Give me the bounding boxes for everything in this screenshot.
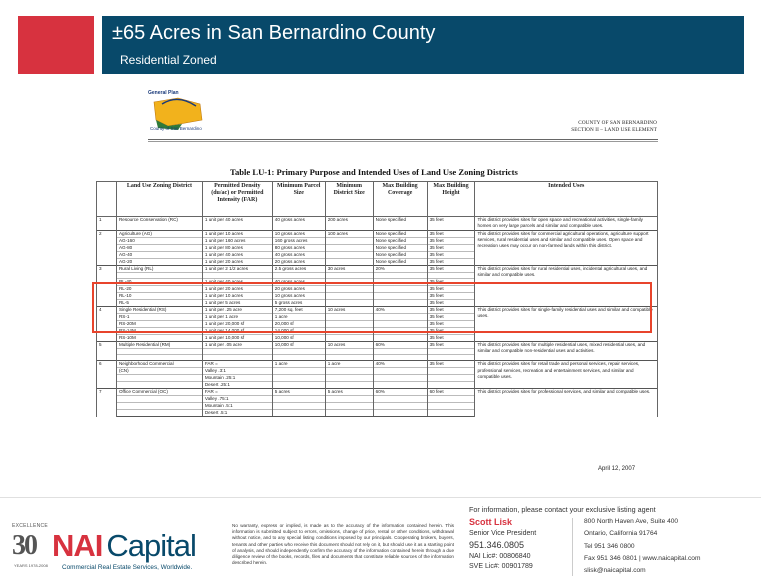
table-cell (116, 403, 202, 410)
table-row (97, 341, 658, 348)
table-cell: 10,000 sf (272, 334, 325, 341)
intended-uses-cell: This district provides sites for open space and recreational activities, single-family homes on very large parcels and similar and compatible uses. (475, 217, 658, 231)
table-cell (272, 375, 325, 382)
table-cell: 10 gross acres (272, 230, 325, 237)
table-cell: 1 unit per 40 acres (202, 278, 272, 285)
section-name: SECTION II – LAND USE ELEMENT (571, 127, 657, 133)
logo-top-text: General Plan (148, 90, 179, 96)
agent-title: Senior Vice President (469, 530, 537, 537)
table-cell: 14,000 sf (272, 327, 325, 334)
capital-text: Capital (106, 528, 196, 563)
table-cell: 1 unit per 1 acre (202, 313, 272, 320)
table-cell: 30 acres (325, 265, 373, 272)
office-tel: Tel 951 346 0800 (584, 543, 635, 550)
table-cell: None specified (373, 258, 427, 265)
table-cell: 1 unit per 80 acres (202, 244, 272, 251)
table-cell: 200 acres (325, 217, 373, 231)
table-cell: 10 acres (325, 341, 373, 348)
table-cell: 1 unit per 20 acres (202, 285, 272, 292)
office-city: Ontario, California 91764 (584, 530, 658, 537)
district-number: 6 (97, 361, 117, 389)
intended-uses-cell: This district provides sites for commercial agricultural operations, agriculture support services, rural residential uses and similar and compatible uses. Open space and recreation uses may occur on non-farmed lands within this district. (475, 230, 658, 265)
table-cell: Mountain .25:1 (202, 375, 272, 382)
header-cell: Minimum Parcel Size (272, 182, 325, 217)
table-cell (325, 368, 373, 375)
table-cell: 2.5 gross acres (272, 265, 325, 272)
header-cell (97, 182, 117, 217)
table-cell (325, 237, 373, 244)
agent-sve-license: SVE Lic#: 00901789 (469, 563, 533, 570)
table-cell: 20% (373, 265, 427, 272)
table-cell: 40 gross acres (272, 278, 325, 285)
table-cell (325, 334, 373, 341)
table-cell (373, 410, 427, 417)
years-label: YEARS 1978-2008 (14, 563, 48, 568)
table-cell: 35 feet (427, 320, 475, 327)
table-row (97, 230, 658, 237)
table-cell: Desert .5:1 (202, 410, 272, 417)
table-cell (272, 382, 325, 389)
table-cell (373, 382, 427, 389)
contact-intro: For information, please contact your exclusive listing agent (469, 505, 656, 514)
table-cell: 35 feet (427, 217, 475, 231)
table-cell: 1 unit per .25 acre (202, 306, 272, 313)
table-cell: 5 acres (325, 389, 373, 396)
table-cell: 60 feet (427, 389, 475, 396)
table-cell: 1 acre (325, 361, 373, 368)
table-cell (116, 410, 202, 417)
nai-text: NAI (52, 528, 103, 563)
table-cell: 1 unit per 160 acres (202, 237, 272, 244)
table-cell: 35 feet (427, 285, 475, 292)
nai-capital-logo (52, 528, 196, 564)
table-cell: FAR = (202, 389, 272, 396)
table-cell: 160 gross acres (272, 237, 325, 244)
table-cell: 35 feet (427, 237, 475, 244)
agent-phone: 951.346.0805 (469, 540, 525, 550)
intended-uses-cell: This district provides sites for single-family residential uses and similar and compatible uses. (475, 306, 658, 341)
table-row (97, 361, 658, 368)
table-cell: 1 unit per 5 acres (202, 299, 272, 306)
table-title: Table LU-1: Primary Purpose and Intended Uses of Land Use Zoning Districts (230, 167, 518, 177)
table-cell: 20 gross acres (272, 285, 325, 292)
intended-uses-cell: This district provides sites for retail trade and personal services, repair services, professional services, recreation and entertainment services, and similar and compatible uses. (475, 361, 658, 389)
table-cell: 1 unit per 10 acres (202, 292, 272, 299)
table-cell: 35 feet (427, 299, 475, 306)
table-cell: RL-10 (116, 292, 202, 299)
table-cell: 10 acres (325, 306, 373, 313)
table-cell: 20 gross acres (272, 258, 325, 265)
title-banner (102, 16, 744, 74)
table-cell: FAR = (202, 361, 272, 368)
table-cell: Agriculture (AG) (116, 230, 202, 237)
table-cell: 35 feet (427, 292, 475, 299)
table-cell: 35 feet (427, 361, 475, 368)
table-cell: 10 gross acres (272, 292, 325, 299)
table-cell: 100 acres (325, 230, 373, 237)
page-subtitle: Residential Zoned (120, 53, 217, 67)
header-cell: Intended Uses (475, 182, 658, 217)
table-cell: (CN) (116, 368, 202, 375)
table-cell: 35 feet (427, 278, 475, 285)
table-cell (427, 403, 475, 410)
table-cell: RS-1 (116, 313, 202, 320)
district-number: 5 (97, 341, 117, 361)
header-cell: Permitted Density (du/ac) or Permitted Intensity (FAR) (202, 182, 272, 217)
table-row (97, 389, 658, 396)
table-cell: None specified (373, 230, 427, 237)
table-cell: 80 gross acres (272, 244, 325, 251)
table-cell: AG-80 (116, 244, 202, 251)
district-number: 1 (97, 217, 117, 231)
red-accent-block (18, 16, 94, 74)
table-cell: 60% (373, 389, 427, 396)
district-number: 4 (97, 306, 117, 341)
header-rule-secondary (148, 141, 658, 142)
table-cell: RL-40 (116, 278, 202, 285)
header-cell: Max Building Coverage (373, 182, 427, 217)
table-cell: Multiple Residential (RM) (116, 341, 202, 348)
logo-bottom-text: County of San Bernardino (150, 126, 202, 131)
table-cell: 5 gross acres (272, 299, 325, 306)
table-cell: 1 unit per 10 acres (202, 230, 272, 237)
table-cell (373, 403, 427, 410)
excellence-label: EXCELLENCE (12, 523, 49, 529)
table-cell: 1 unit per 2 1/2 acres (202, 265, 272, 272)
county-section-heading (571, 120, 657, 134)
table-cell (427, 410, 475, 417)
table-cell: 1 unit per 40 acres (202, 251, 272, 258)
district-number: 3 (97, 265, 117, 306)
table-cell: RS-10M (116, 334, 202, 341)
document-date: April 12, 2007 (598, 466, 636, 472)
table-cell: 1 unit per 10,000 sf (202, 334, 272, 341)
table-cell: RS-14M (116, 327, 202, 334)
table-cell: Single Residential (RS) (116, 306, 202, 313)
table-cell (272, 396, 325, 403)
agent-name: Scott Lisk (469, 517, 513, 527)
table-cell: 1 acre (272, 313, 325, 320)
table-cell: None specified (373, 237, 427, 244)
table-cell (373, 334, 427, 341)
table-cell (373, 375, 427, 382)
agent-email: slisk@naicapital.com (584, 567, 646, 574)
table-cell: RS-20M (116, 320, 202, 327)
table-header-row (97, 182, 658, 217)
table-cell: 60% (373, 341, 427, 348)
table-cell (325, 382, 373, 389)
table-cell (427, 396, 475, 403)
table-cell: 35 feet (427, 341, 475, 348)
general-plan-logo (148, 90, 208, 134)
table-cell: 7,200 sq. feet (272, 306, 325, 313)
table-cell: 40% (373, 306, 427, 313)
table-cell (325, 396, 373, 403)
office-address: 800 North Haven Ave, Suite 400 (584, 518, 679, 525)
table-cell (427, 368, 475, 375)
table-cell: None specified (373, 244, 427, 251)
header-cell: Max Building Height (427, 182, 475, 217)
table-cell: 35 feet (427, 306, 475, 313)
table-cell: 35 feet (427, 244, 475, 251)
table-row (97, 265, 658, 272)
agent-nai-license: NAI Lic#: 00806840 (469, 553, 531, 560)
table-cell: 35 feet (427, 230, 475, 237)
table-cell: 1 unit per 20,000 sf (202, 320, 272, 327)
table-cell: Rural Living (RL) (116, 265, 202, 272)
table-cell: 1 unit per 20 acres (202, 258, 272, 265)
table-cell (325, 403, 373, 410)
nai-tagline: Commercial Real Estate Services, Worldwide. (62, 564, 193, 571)
table-cell: 35 feet (427, 313, 475, 320)
table-cell: 5 acres (272, 389, 325, 396)
table-cell: 20,000 sf (272, 320, 325, 327)
anniversary-30-logo: 30 (12, 530, 36, 561)
table-cell: None specified (373, 251, 427, 258)
table-cell: 35 feet (427, 327, 475, 334)
table-cell: Desert .25:1 (202, 382, 272, 389)
table-cell (272, 403, 325, 410)
table-cell: AG-40 (116, 251, 202, 258)
district-number: 2 (97, 230, 117, 265)
table-cell: Valley .75:1 (202, 396, 272, 403)
footer-divider (0, 497, 761, 498)
table-cell: Mountain .5:1 (202, 403, 272, 410)
legal-disclaimer: No warranty, express or implied, is made as to the accuracy of the information contained herein. This information is submitted subject to errors, omissions, change of price, rental or other conditions, withdrawal without notice, and to any special listing conditions imposed by our principals. Cooperating brokers, buyers, tenants and other parties who receive this document should not rely on it, but should use it as a starting point of analysis, and should independently confirm the accuracy of the information contained herein through a due diligence review of the books, records, files and documents that constitute reliable sources of the information described herein. (232, 523, 454, 566)
table-cell: 35 feet (427, 334, 475, 341)
table-cell (272, 410, 325, 417)
table-cell (373, 368, 427, 375)
header-cell: Land Use Zoning District (116, 182, 202, 217)
table-cell: 1 unit per .05 acre (202, 341, 272, 348)
table-cell: Neighborhood Commercial (116, 361, 202, 368)
table-cell: 40% (373, 361, 427, 368)
table-cell: None specified (373, 217, 427, 231)
table-cell (325, 244, 373, 251)
rural-living-highlight (92, 282, 652, 333)
table-cell (325, 258, 373, 265)
table-cell (427, 382, 475, 389)
table-cell: 35 feet (427, 265, 475, 272)
header-cell: Minimum District Size (325, 182, 373, 217)
intended-uses-cell: This district provides sites for multiple residential uses, mixed residential uses, and similar and compatible non-residential uses and activities. (475, 341, 658, 361)
table-cell: AG-160 (116, 237, 202, 244)
district-number: 7 (97, 389, 117, 417)
county-name: COUNTY OF SAN BERNARDINO (578, 120, 657, 126)
table-cell: 40 gross acres (272, 217, 325, 231)
table-cell: 35 feet (427, 258, 475, 265)
table-cell: 1 acre (272, 361, 325, 368)
table-cell (116, 375, 202, 382)
table-cell (272, 368, 325, 375)
table-cell: 1 unit per 14,000 sf (202, 327, 272, 334)
table-cell: 40 gross acres (272, 251, 325, 258)
intended-uses-cell: This district provides sites for professional services, and similar and compatible uses. (475, 389, 658, 417)
table-cell (427, 375, 475, 382)
intended-uses-cell: This district provides sites for rural residential uses, incidental agricultural uses, and similar and compatible uses. (475, 265, 658, 306)
office-fax-web: Fax 951 346 0801 | www.naicapital.com (584, 555, 701, 562)
table-cell (325, 251, 373, 258)
table-cell: Resource Conservation (RC) (116, 217, 202, 231)
page-title: ±65 Acres in San Bernardino County (112, 22, 436, 44)
table-cell: 1 unit per 40 acres (202, 217, 272, 231)
header-rule (148, 139, 658, 140)
table-cell (116, 382, 202, 389)
table-cell (325, 375, 373, 382)
table-cell: 10,000 sf (272, 341, 325, 348)
table-cell: RL-20 (116, 285, 202, 292)
contact-divider (572, 518, 573, 576)
table-cell: 35 feet (427, 251, 475, 258)
table-cell: RL-5 (116, 299, 202, 306)
table-cell: Office Commercial (OC) (116, 389, 202, 396)
table-cell: AG-20 (116, 258, 202, 265)
table-row (97, 217, 658, 231)
table-cell: Valley .3:1 (202, 368, 272, 375)
table-cell (373, 396, 427, 403)
table-cell (116, 396, 202, 403)
table-cell (325, 410, 373, 417)
